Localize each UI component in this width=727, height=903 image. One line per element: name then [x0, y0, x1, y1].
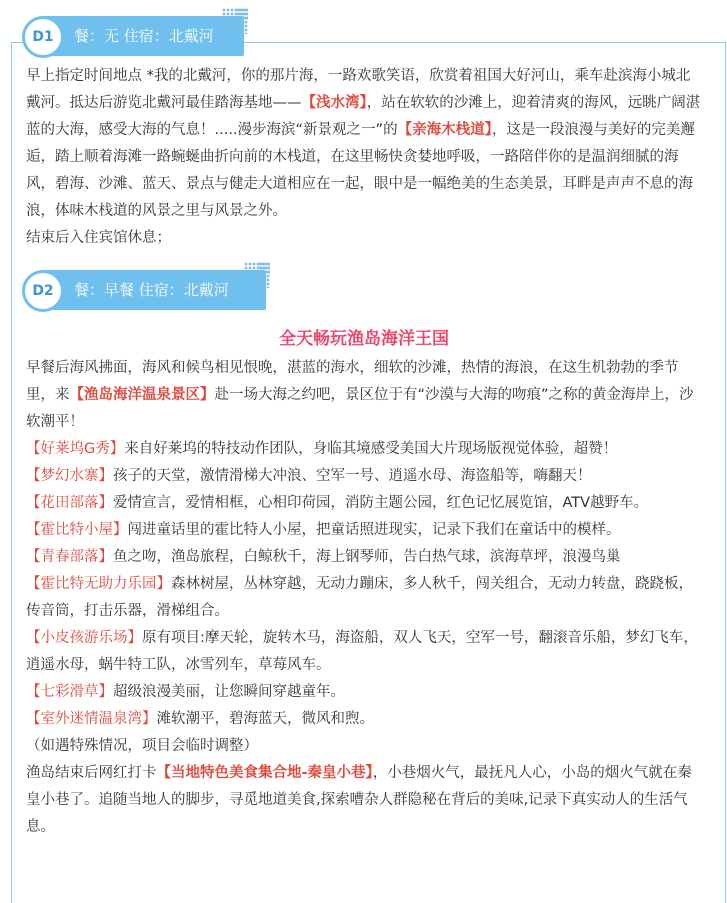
adjustment-note: （如遇特殊情况，项目会临时调整）: [26, 738, 258, 754]
decorative-dots: [258, 262, 270, 288]
day1-closing: 结束后入住宾馆休息；: [26, 230, 171, 246]
day1-header: [22, 16, 244, 56]
list-item: 【青春部落】鱼之吻，渔岛旅程，白鲸秋千，海上钢琴师，告白热气球，滨海草坪，浪漫鸟巢: [26, 549, 621, 565]
list-item: 【霍比特小屋】闯进童话里的霍比特人小屋，把童话照进现实，记录下我们在童话中的模样。: [26, 522, 621, 538]
day2-content: [26, 326, 702, 841]
day1-content: [26, 63, 702, 252]
decorative-dots: [236, 8, 248, 34]
day1-header-text: 餐：无 住宿：北戴河: [74, 27, 214, 45]
list-item: 【好莱坞G秀】来自好莱坞的特技动作团队，身临其境感受美国大片现场版视觉体验，超赞！: [26, 441, 618, 457]
highlight-shallow-bay: 【浅水湾】: [301, 95, 367, 111]
highlight-qinhuang-alley: 【当地特色美食集合地-秦皇小巷】: [156, 765, 373, 781]
day2-intro: 早餐后海风拂面，海风和候鸟相见恨晚，湛蓝的海水，细软的沙滩，热情的海浪，在这生机勃勃的季节里，来【渔岛海洋温泉景区】赴一场大海之约吧，景区位于有“沙漠与大海的吻痕”之称的黄金海岸上，沙软潮平！: [26, 360, 694, 430]
day2-ending: 渔岛结束后网红打卡【当地特色美食集合地-秦皇小巷】，小巷烟火气，最抚凡人心，小岛的烟火气就在秦皇小巷了。追随当地人的脚步，寻觅地道美食,探索嘈杂人群隐秘在背后的美味,记录下真实动人的生活气息。: [26, 765, 692, 835]
list-item: 【七彩滑草】超级浪漫美丽，让您瞬间穿越童年。: [26, 684, 345, 700]
highlight-yudao-resort: 【渔岛海洋温泉景区】: [69, 387, 215, 403]
list-item: 【梦幻水寨】孩子的天堂，激情滑梯大冲浪、空军一号、逍遥水母、海盗船等，嗨翻天！: [26, 468, 592, 484]
list-item: 【花田部落】爱情宣言，爱情相框，心相印荷园，消防主题公园，红色记忆展览馆，ATV越野车。: [26, 495, 649, 511]
day2-title: 全天畅玩渔岛海洋王国: [279, 329, 449, 349]
day2-badge: D2: [22, 270, 64, 312]
list-item: 【霍比特无助力乐园】森林树屋，丛林穿越，无动力蹦床，多人秋千，闯关组合，无动力转盘，跷跷板，传音筒，打击乐器，滑梯组合。: [26, 576, 693, 619]
day2-header: [22, 270, 266, 310]
highlight-boardwalk: 【亲海木栈道】: [397, 122, 492, 138]
list-item: 【室外迷情温泉湾】滩软潮平，碧海蓝天，微风和煦。: [26, 711, 374, 727]
day1-paragraph: 早上指定时间地点 *我的北戴河，你的那片海，一路欢歌笑语，欣赏着祖国大好河山，乘车赴滨海小城北戴河。抵达后游览北戴河最佳踏海基地——【浅水湾】，站在软软的沙滩上，迎着清爽的海风，远眺广阔湛蓝的大海，感受大海的气息！.....漫步海滨“新景观之一”的【亲海木栈道】，这是一段浪漫与美好的完美邂逅，踏上顺着海滩一路蜿蜒曲折向前的木栈道，在这里畅快贪婪地呼吸，一路陪伴你的是温润细腻的海风，碧海、沙滩、蓝天、景点与健走大道相应在一起，眼中是一幅绝美的生态美景，耳畔是声声不息的海浪，体味木栈道的风景之里与风景之外。: [26, 68, 701, 219]
list-item: 【小皮孩游乐场】原有项目:摩天轮，旋转木马，海盗船，双人飞天，空军一号，翻滚音乐船，梦幻飞车，逍遥水母，蜗牛特工队，冰雪列车，草莓风车。: [26, 630, 698, 673]
day2-header-text: 餐：早餐 住宿：北戴河: [74, 281, 229, 299]
day1-badge: D1: [22, 16, 64, 58]
